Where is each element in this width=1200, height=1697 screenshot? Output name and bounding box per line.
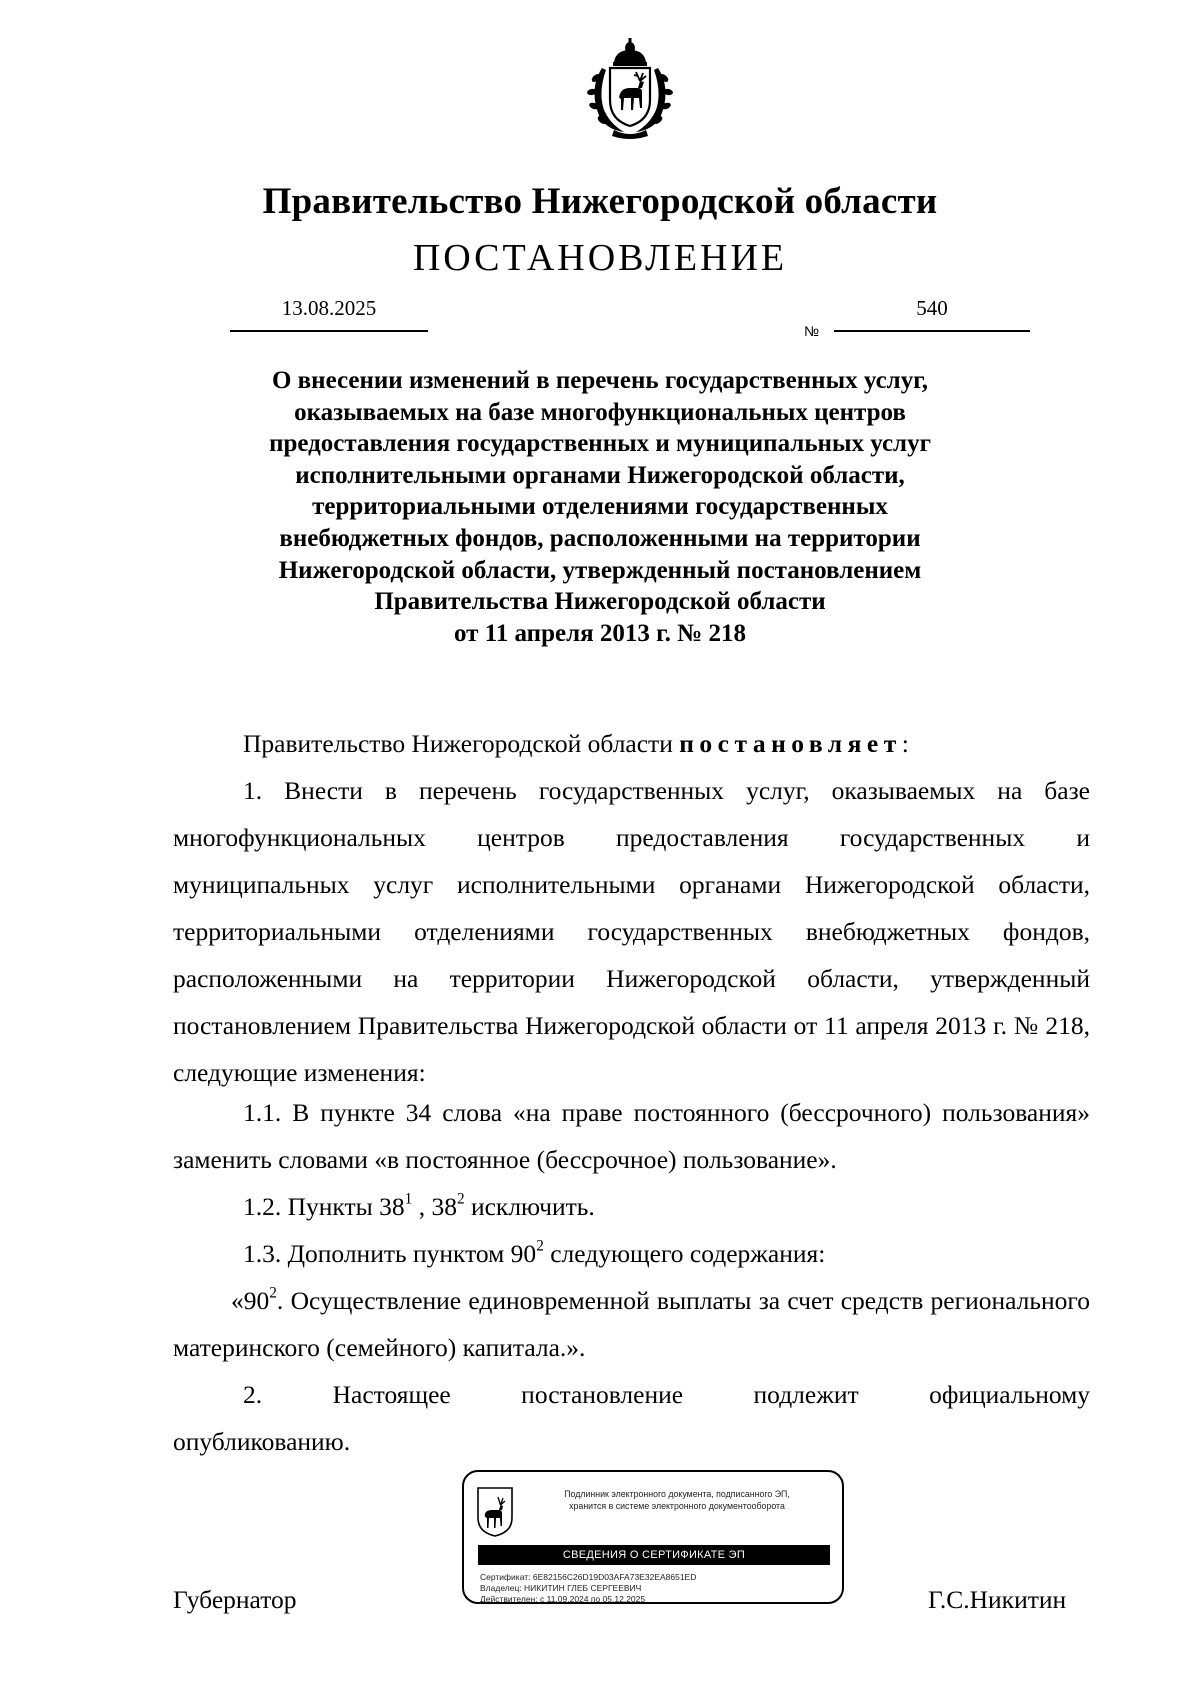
- stamp-note-line: хранится в системе электронного документооборота: [569, 1501, 785, 1511]
- superscript: 2: [269, 1284, 277, 1302]
- intro-end: :: [901, 729, 909, 758]
- number-underline: [834, 330, 1030, 332]
- subject-line: Нижегородской области, утвержденный постановлением: [278, 556, 922, 584]
- intro-text: Правительство Нижегородской области: [243, 729, 673, 758]
- certificate-owner: Владелец: НИКИТИН ГЛЕБ СЕРГЕЕВИЧ: [480, 1583, 642, 1593]
- deer-emblem-icon: [476, 1486, 514, 1538]
- subject-line: Правительства Нижегородской области: [374, 588, 826, 616]
- stamp-title: СВЕДЕНИЯ О СЕРТИФИКАТЕ ЭП: [478, 1545, 830, 1565]
- superscript: 1: [404, 1190, 413, 1208]
- item-2-line: опубликованию.: [173, 1427, 351, 1456]
- date-underline: [230, 330, 428, 332]
- item-1-2-suffix: исключить.: [464, 1192, 595, 1221]
- intro-paragraph: [173, 720, 1090, 767]
- item-1-2-paragraph: [173, 1183, 1090, 1230]
- subject-line: предоставления государственных и муниципальных услуг: [269, 430, 931, 458]
- document-date: 13.08.2025: [281, 296, 377, 320]
- item-2-paragraph: [173, 1371, 1090, 1465]
- document-number: 540: [916, 296, 948, 320]
- subject-line: территориальными отделениями государственных: [312, 493, 888, 521]
- quote-text: . Осуществление единовременной выплаты за счет средств регионального материнского (семейного) капитала.».: [173, 1286, 1090, 1362]
- item-1-3-quote-paragraph: [173, 1277, 1090, 1371]
- quote-prefix: «90: [231, 1286, 270, 1315]
- item-1-3-paragraph: [173, 1230, 1090, 1277]
- stamp-note: [522, 1488, 832, 1512]
- subject-line: от 11 апреля 2013 г. № 218: [453, 619, 747, 647]
- organization-title: Правительство Нижегородской области: [262, 181, 938, 222]
- signatory-role: Губернатор: [173, 1585, 297, 1614]
- subject-line: О внесении изменений в перечень государственных услуг,: [271, 367, 928, 394]
- item-1-3-suffix: следующего содержания:: [543, 1239, 826, 1268]
- e-signature-stamp: [462, 1470, 844, 1604]
- stamp-note-line: Подлинник электронного документа, подписанного ЭП,: [564, 1489, 790, 1499]
- certificate-id: Сертификат: 6E82156C26D19D03AFA73E32EA8651ED: [480, 1572, 697, 1582]
- superscript: 2: [536, 1237, 544, 1255]
- superscript: 2: [456, 1190, 465, 1208]
- document-type: ПОСТАНОВЛЕНИЕ: [412, 237, 788, 279]
- item-1-paragraph: 1. Внести в перечень государственных услуг, оказываемых на базе многофункциональных центров предоставления государственных и муниципальных услуг исполнительными органами Нижегородской области, территориальными отделениями государственных внебюджетных фондов, расположенными на территории Нижегородской области, утвержденный постановлением Правительства Нижегородской области от 11 апреля 2013 г. № 218, следующие изменения:: [173, 776, 1090, 1087]
- coat-of-arms-emblem-icon: [574, 38, 686, 140]
- signatory-name: Г.С.Никитин: [928, 1585, 1067, 1614]
- item-1-2-prefix: 1.2. Пункты 38: [243, 1192, 405, 1221]
- subject-line: исполнительными органами Нижегородской области,: [295, 461, 905, 489]
- number-label: №: [804, 323, 820, 339]
- item-2-line: 2. Настоящее постановление подлежит официальному: [243, 1380, 1090, 1409]
- subject-line: оказываемых на базе многофункциональных центров: [294, 398, 906, 426]
- item-1-3-prefix: 1.3. Дополнить пунктом 90: [243, 1239, 537, 1268]
- certificate-validity: Действителен: с 11.09.2024 по 05.12.2025: [480, 1594, 646, 1604]
- stamp-details: [480, 1572, 696, 1605]
- intro-verb: постановляет: [679, 729, 902, 758]
- document-subject: [0, 365, 1200, 649]
- item-1-1-paragraph: 1.1. В пункте 34 слова «на праве постоянного (бессрочного) пользования» заменить словами «в постоянное (бессрочное) пользование».: [173, 1098, 1090, 1174]
- item-1-2-mid: , 38: [412, 1192, 457, 1221]
- subject-line: внебюджетных фондов, расположенными на территории: [279, 524, 921, 552]
